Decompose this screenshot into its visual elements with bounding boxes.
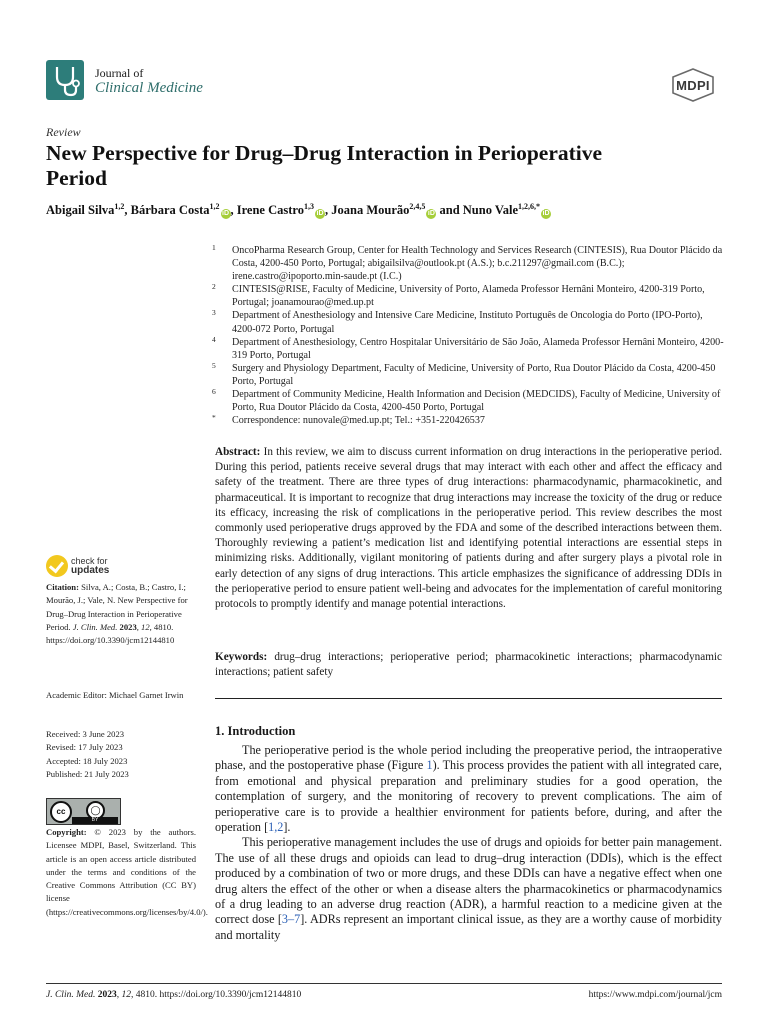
orcid-icon[interactable]: iD (222, 210, 229, 218)
affiliations (212, 244, 724, 427)
orcid-icon[interactable]: iD (542, 210, 550, 218)
copyright-label: Copyright: (46, 827, 87, 837)
citation-label: Citation: (46, 582, 79, 592)
affiliation-number: 6 (212, 387, 216, 397)
orcid-icon[interactable]: iD (427, 210, 435, 218)
checkmark-icon (46, 555, 68, 577)
copyright-notice: Copyright: © 2023 by the authors. Licensee MDPI, Basel, Switzerland. This article is an open access article distributed under the terms and conditions of the Creative Commons Attribution (CC BY) license (https://creativecommons.org/licenses/by/4.0/). (46, 827, 208, 917)
figure-link[interactable]: 1 (426, 758, 433, 773)
published-date: Published: 21 July 2023 (46, 768, 129, 779)
journal-url-link[interactable]: https://www.mdpi.com/journal/jcm (588, 990, 722, 1000)
attribution-icon: ◯ (86, 801, 105, 820)
affiliation-item (212, 362, 724, 388)
reference-link[interactable]: 1,2 (268, 820, 284, 835)
affiliation-number: * (212, 413, 216, 423)
affiliation-text: Department of Anesthesiology and Intensive Care Medicine, Instituto Português de Oncologia do Porto (IPO-Porto), 4200-072 Porto, Portugal (232, 310, 703, 335)
affiliation-number: 1 (212, 243, 216, 252)
introduction-body (215, 743, 722, 943)
citation: Citation: Silva, A.; Costa, B.; Castro, I.; Mourão, J.; Vale, N. New Perspective for Drug–Drug Interaction in Perioperative Period. J. Clin. Med. 2023, 12, 4810. https://doi.org/10.3390/jcm12144810 (46, 582, 188, 646)
footer-citation: J. Clin. Med. 2023, 12, 4810. https://doi.org/10.3390/jcm12144810 (46, 990, 302, 1000)
author-affiliation-marker: 1,3 (304, 202, 314, 211)
check-updates-line1: check for (71, 556, 108, 566)
reference-link[interactable]: 3–7 (281, 912, 301, 927)
author-name: Bárbara Costa (130, 203, 210, 218)
author-list: Abigail Silva$^{1,2}$, Bárbara Costa$^{1,2}$iD , Irene Castro$^{1,3}$iD , Joana Mourão$^{2,4,5}$iD and Nuno Vale$^{1,2,6,*}$iD (46, 202, 550, 218)
affiliation-text: CINTESIS@RISE, Faculty of Medicine, University of Porto, Alameda Professor Hernâni Monteiro, 4200-319 Porto, Portugal; joanamourao@med.up.pt (232, 284, 705, 309)
author-name: Nuno Vale (462, 203, 519, 218)
abstract-label: Abstract: (215, 446, 261, 458)
footer-divider (46, 983, 722, 984)
affiliation-item (212, 336, 724, 362)
by-label: BY (72, 817, 118, 824)
author-affiliation-marker: 1,2,6,* (518, 202, 541, 211)
affiliation-text: OncoPharma Research Group, Center for Health Technology and Services Research (CINTESIS), Rua Doutor Plácido da Costa, 4200-450 Porto, Portugal; abigailsilva@outlook.pt (A.S.); b.c.211297@gmail.com (B.C.); irene.castro@ipoporto.min-saude.pt (I.C.) (232, 245, 723, 283)
article-type: Review (46, 125, 81, 139)
revised-date: Revised: 17 July 2023 (46, 742, 123, 753)
journal-logo (46, 60, 84, 100)
footer-doi[interactable]: , 4810. https://doi.org/10.3390/jcm12144810 (130, 990, 302, 1000)
creative-commons-icon: cc (50, 801, 72, 823)
cc-license-logo[interactable] (46, 798, 121, 825)
journal-name-line1: Journal of (95, 66, 144, 80)
affiliation-item (212, 309, 724, 335)
affiliation-text: Surgery and Physiology Department, Faculty of Medicine, University of Porto, Rua Doutor Plácido da Costa, 4200-450 Porto, Portugal (232, 362, 716, 387)
affiliation-item (212, 388, 724, 414)
received-date: Received: 3 June 2023 (46, 729, 125, 739)
affiliation-text: Correspondence: nunovale@med.up.pt; Tel.: +351-220426537 (232, 415, 485, 427)
section-heading: 1. Introduction (215, 724, 296, 738)
author-affiliation-marker: 1,2 (114, 202, 125, 211)
abstract-text: In this review, we aim to discuss current information on drug interactions in the perioperative period. During this period, patients receive several drugs that may interact with each other and affect the efficacy and safety of the treatment. There are three types of drug interactions: pharmacodynamic, pharmacokinetic, and pharmaceutical. It is important to recognize that drug interactions may increase the toxicity of the drug or reduce its efficacy, increasing the risk of complications in the perioperative period. This review describes the most commonly used perioperative drugs approved by the FDA and some of the described interactions between them. Thoroughly reviewing a patient’s medication list and identifying potential interactions are essential steps in minimizing risks. Additionally, vigilant monitoring of patients during and after surgery plays a pivotal role in early detection of any signs of drug interactions. This article emphasizes the significance of addressing DDIs in the perioperative period to ensure patient well-being and advocates for the implementation of careful monitoring protocols to promptly identify and manage potential interactions. (215, 446, 722, 611)
keywords (215, 650, 722, 680)
citation-doi[interactable]: , 4810. https://doi.org/10.3390/jcm12144810 (46, 621, 175, 646)
article-dates (46, 728, 196, 781)
article-title: New Perspective for Drug–Drug Interaction in Perioperative Period (46, 141, 603, 190)
affiliation-item (212, 283, 724, 309)
author-affiliation-marker: 1,2 (209, 202, 220, 211)
section-divider (215, 698, 722, 699)
stethoscope-icon (46, 60, 84, 100)
check-updates-line2: updates (71, 565, 110, 576)
affiliation-text: Department of Anesthesiology, Centro Hospitalar Universitário de São João, Alameda Professor Hernâni Monteiro, 4200-319 Porto, Portugal (232, 336, 724, 361)
academic-editor: Academic Editor: Michael Garnet Irwin (46, 690, 184, 700)
paragraph: This perioperative management includes the use of drugs and opioids for better pain management. The use of all these drugs and opioids can lead to drug–drug interaction (DDIs), which is the effect produced by a combination of two or more drugs, and these DDIs can have a negative effect when one drug alters the effect of the other or when a disease alters the pharmacokinetics or pharmacodynamics of a drug leading to an adverse drug reaction (ADR), a harmful reaction to a medicine given at the correct dose [3–7]. ADRs represent an important clinical issue, as they are a worthy cause of morbidity and mortality (215, 835, 722, 942)
journal-name-line2: Clinical Medicine (95, 80, 203, 96)
author-affiliation-marker: 2,4,5 (409, 202, 426, 211)
paragraph: The perioperative period is the whole period including the preoperative period, the intraoperative phase, and the postoperative phase (Figure 1). This process provides the patient with all integrated care, from emotional and physical preparation and preliminary studies for a good operation, the contemplation of surgery, and the monitoring of recovery to prevent complications. The aim of perioperative care is to provide a healthier environment for patients before, during, and after the operation [1,2]. (215, 743, 722, 835)
keywords-label: Keywords: (215, 651, 268, 663)
affiliation-item (212, 244, 724, 283)
affiliation-number: 3 (212, 308, 216, 318)
abstract (215, 445, 722, 612)
affiliation-number: 4 (212, 334, 216, 344)
affiliation-text: Department of Community Medicine, Health Information and Decision (MEDCIDS), Faculty of Medicine, University of Porto, Rua Doutor Plácido da Costa, 4200-450 Porto, Portugal (232, 389, 721, 414)
publisher-name: MDPI (676, 78, 710, 93)
publisher-logo (665, 68, 721, 102)
check-for-updates-button[interactable] (46, 555, 126, 579)
orcid-icon[interactable]: iD (316, 210, 324, 218)
author-name: Abigail Silva (46, 203, 115, 218)
keywords-text: drug–drug interactions; perioperative period; pharmacokinetic interactions; pharmacodynamic interactions; patient safety (215, 651, 722, 679)
author-name: Irene Castro (236, 203, 304, 218)
author-name: Joana Mourão (331, 203, 410, 218)
affiliation-item (212, 414, 724, 427)
accepted-date: Accepted: 18 July 2023 (46, 755, 128, 766)
affiliation-number: 2 (212, 282, 216, 292)
affiliation-number: 5 (212, 360, 216, 370)
